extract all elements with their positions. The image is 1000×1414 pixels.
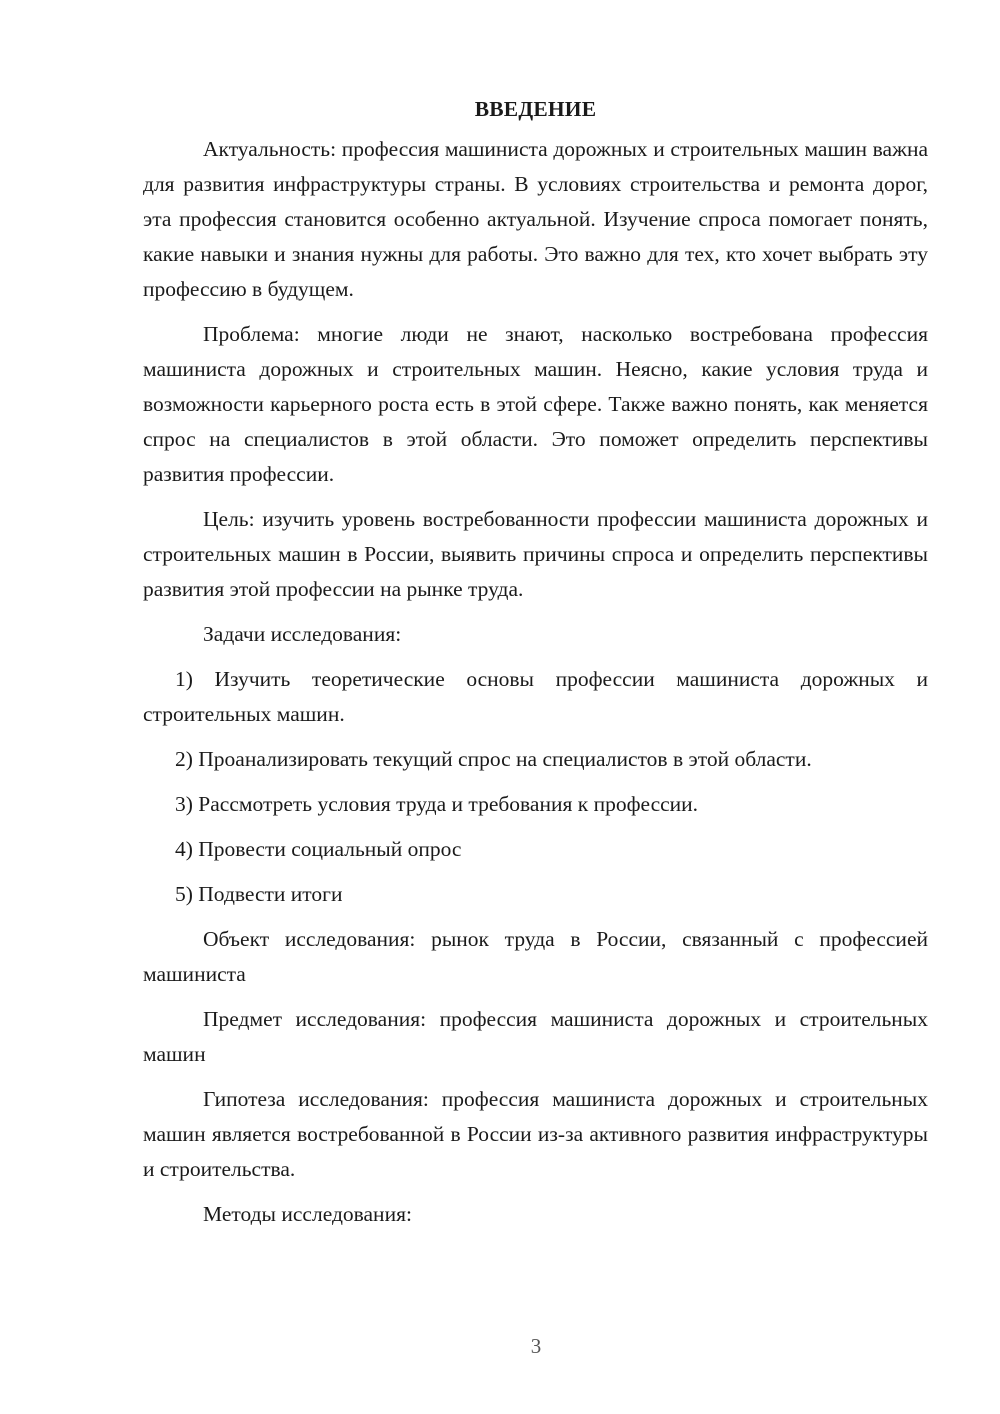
paragraph-tasks-title: Задачи исследования: [203, 622, 402, 646]
paragraph-object: Объект исследования: рынок труда в России, связанный с профессией машиниста [143, 927, 928, 986]
section-heading: ВВЕДЕНИЕ [474, 97, 597, 121]
paragraph-methods: Методы исследования: [203, 1202, 412, 1226]
list-item: 1) Изучить теоретические основы профессии машиниста дорожных и строительных машин. [143, 667, 928, 726]
paragraph-hypothesis: Гипотеза исследования: профессия машиниста дорожных и строительных машин является востребованной в России из-за активного развития инфраструктуры и строительства. [143, 1087, 928, 1181]
list-item: 5) Подвести итоги [175, 882, 343, 906]
list-item: 3) Рассмотреть условия труда и требования к профессии. [175, 792, 699, 816]
document-body [143, 92, 928, 1232]
page-number: 3 [530, 1334, 542, 1358]
paragraph-relevance: Актуальность: профессия машиниста дорожных и строительных машин важна для развития инфраструктуры страны. В условиях строительства и ремонта дорог, эта профессия становится особенно актуальной. Изучение спроса помогает понять, какие навыки и знания нужны для работы. Это важно для тех, кто хочет выбрать эту профессию в будущем. [143, 137, 928, 301]
paragraph-goal: Цель: изучить уровень востребованности профессии машиниста дорожных и строительных машин в России, выявить причины спроса и определить перспективы развития этой профессии на рынке труда. [143, 507, 928, 601]
paragraph-subject: Предмет исследования: профессия машиниста дорожных и строительных машин [143, 1007, 928, 1066]
list-item: 2) Проанализировать текущий спрос на специалистов в этой области. [175, 747, 812, 771]
list-item: 4) Провести социальный опрос [175, 837, 462, 861]
tasks-list [143, 662, 928, 912]
paragraph-problem: Проблема: многие люди не знают, насколько востребована профессия машиниста дорожных и строительных машин. Неясно, какие условия труда и возможности карьерного роста есть в этой сфере. Также важно понять, как меняется спрос на специалистов в этой области. Это поможет определить перспективы развития профессии. [143, 322, 928, 486]
